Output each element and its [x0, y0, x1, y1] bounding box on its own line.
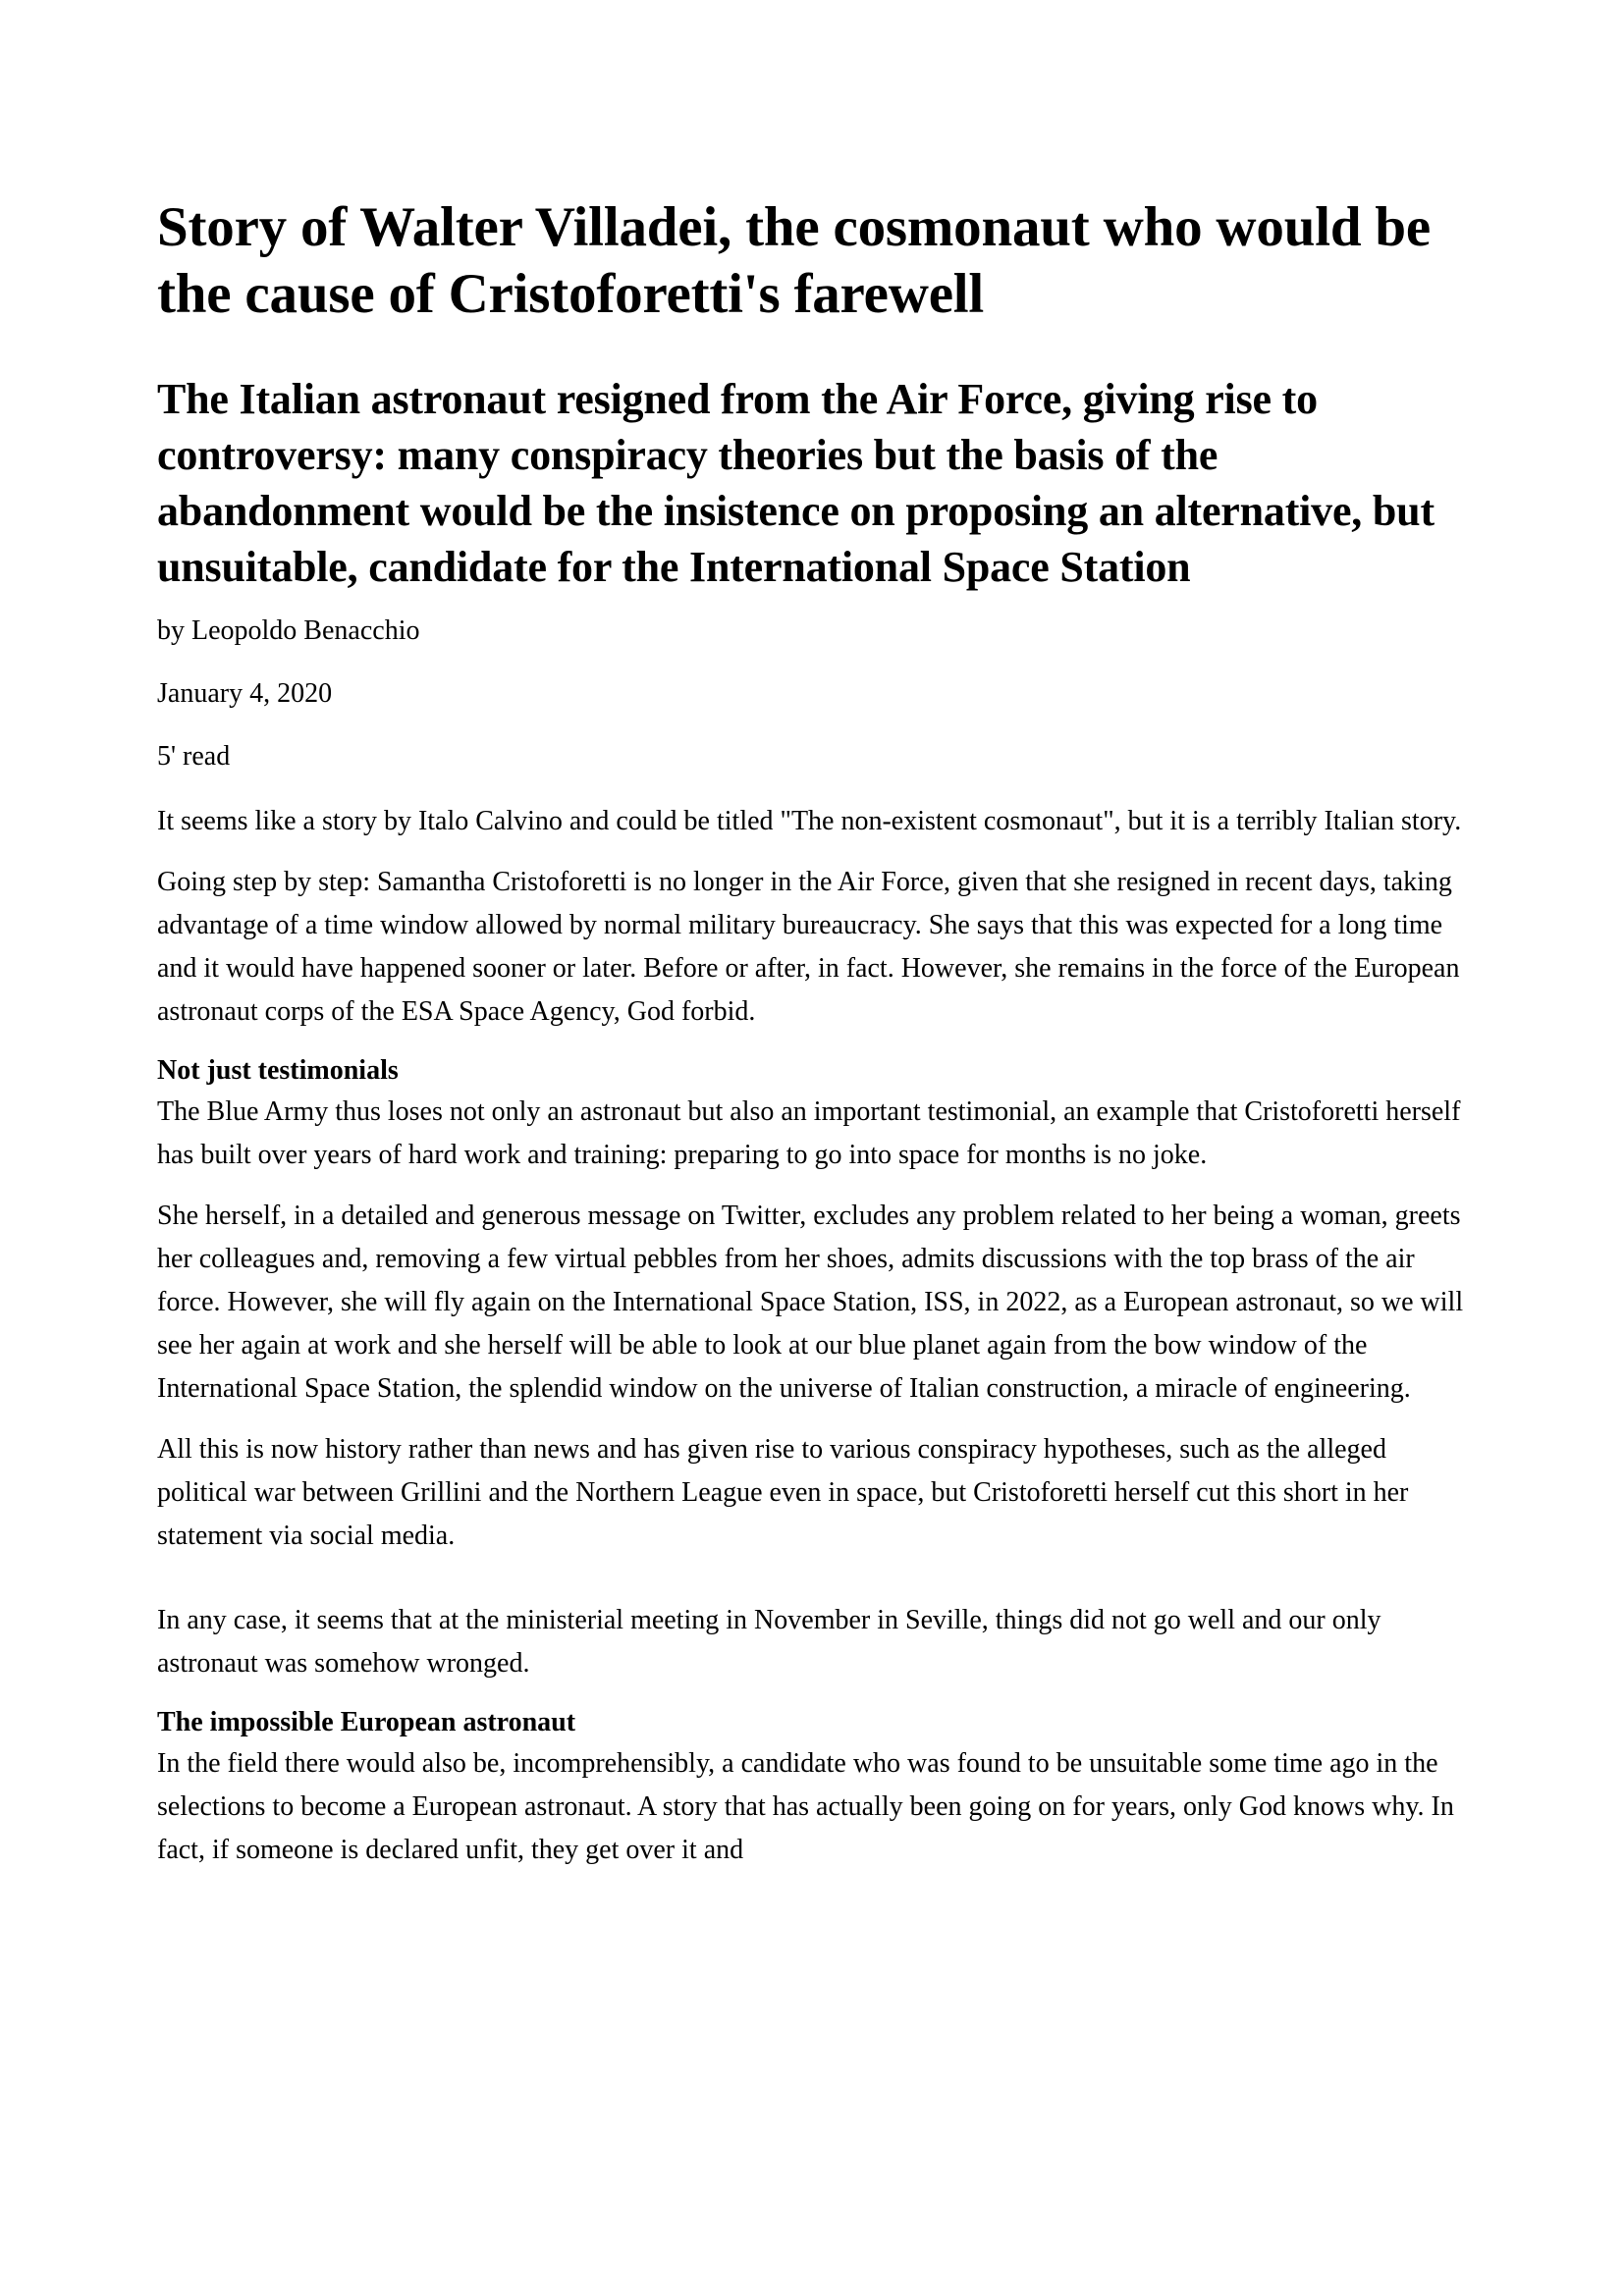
article-byline: by Leopoldo Benacchio [157, 615, 420, 646]
section1-paragraph-1: The Blue Army thus loses not only an astronaut but also an important testimonial, an example that Cristoforetti herself has built over years of hard work and training: preparing to go into space for months is no joke. [157, 1096, 1461, 1170]
section-heading-impossible-astronaut: The impossible European astronaut [157, 1707, 576, 1737]
article-title: Story of Walter Villadei, the cosmonaut who would be the cause of Cristoforetti's farewell [157, 196, 1431, 325]
section1-paragraph-3: All this is now history rather than news and has given rise to various conspiracy hypotheses, such as the alleged political war between Grillini and the Northern League even in space, but Cristoforetti herself cut this short in her statement via social media. [157, 1434, 1409, 1551]
article-read-time: 5' read [157, 741, 231, 772]
section-heading-testimonials: Not just testimonials [157, 1055, 399, 1086]
article-date: January 4, 2020 [157, 678, 333, 709]
section1-paragraph-4: In any case, it seems that at the ministerial meeting in November in Seville, things did not go well and our only astronaut was somehow wronged. [157, 1605, 1381, 1679]
article-subtitle: The Italian astronaut resigned from the Air Force, giving rise to controversy: many conspiracy theories but the basis of the abandonment would be the insistence on proposing an alternative, but unsuitable, candidate for the International Space Station [157, 375, 1435, 591]
intro-paragraph-1: It seems like a story by Italo Calvino and could be titled "The non-existent cosmonaut", but it is a terribly Italian story. [157, 806, 1462, 836]
section1-paragraph-2: She herself, in a detailed and generous message on Twitter, excludes any problem related to her being a woman, greets her colleagues and, removing a few virtual pebbles from her shoes, admits discussions with the top brass of the air force. However, she will fly again on the International Space Station, ISS, in 2022, as a European astronaut, so we will see her again at work and she herself will be able to look at our blue planet again from the bow window of the International Space Station, the splendid window on the universe of Italian construction, a miracle of engineering. [157, 1201, 1464, 1404]
section2-paragraph-1: In the field there would also be, incomprehensibly, a candidate who was found to be unsuitable some time ago in the selections to become a European astronaut. A story that has actually been going on for years, only God knows why. In fact, if someone is declared unfit, they get over it and [157, 1748, 1454, 1865]
intro-paragraph-2: Going step by step: Samantha Cristoforetti is no longer in the Air Force, given that she resigned in recent days, taking advantage of a time window allowed by normal military bureaucracy. She says that this was expected for a long time and it would have happened sooner or later. Before or after, in fact. However, she remains in the force of the European astronaut corps of the ESA Space Agency, God forbid. [157, 867, 1460, 1027]
